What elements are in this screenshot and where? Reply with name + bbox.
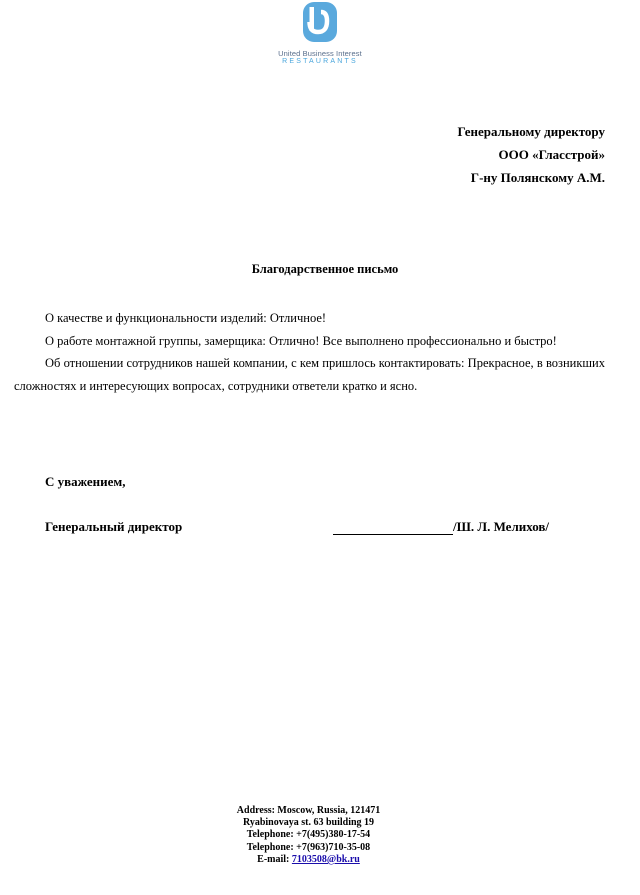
footer-email-row bbox=[0, 854, 617, 866]
addressee-name: Г-ну Полянскому А.М. bbox=[470, 170, 605, 185]
letter-body bbox=[14, 307, 605, 397]
footer-email-link[interactable]: 7103508@bk.ru bbox=[291, 853, 360, 865]
logo-company-name: United Business Interest bbox=[278, 49, 362, 58]
company-logo bbox=[0, 2, 640, 65]
signature-line bbox=[333, 521, 453, 535]
signature-block bbox=[333, 519, 549, 535]
logo-tagline: RESTAURANTS bbox=[282, 58, 358, 65]
addressee-block bbox=[457, 120, 605, 189]
letter-title: Благодарственное письмо bbox=[251, 262, 399, 276]
closing-text: С уважением, bbox=[45, 474, 126, 489]
ubi-logo-icon bbox=[299, 2, 341, 48]
signer-position: Генеральный директор bbox=[45, 519, 183, 534]
footer-phone-1: Telephone: +7(495)380-17-54 bbox=[246, 829, 371, 841]
signer-name: /Ш. Л. Мелихов/ bbox=[453, 519, 550, 534]
letter-paragraph: О работе монтажной группы, замерщика: Отлично! Все выполнено профессионально и быстро! bbox=[45, 333, 557, 348]
footer-phone-2: Telephone: +7(963)710-35-08 bbox=[246, 841, 371, 853]
addressee-position: Генеральному директору bbox=[457, 124, 605, 139]
footer-email-label: E-mail: bbox=[257, 853, 290, 865]
letter-paragraph: Об отношении сотрудников нашей компании, с кем пришлось контактировать: Прекрасное, в возникших сложностях и интересующих вопросах, сотрудники ответели кратко и ясно. bbox=[14, 356, 605, 393]
letter-paragraph: О качестве и функциональности изделий: Отличное! bbox=[45, 311, 327, 325]
addressee-company: ООО «Гласстрой» bbox=[498, 147, 605, 162]
footer-address: Address: Moscow, Russia, 121471 bbox=[236, 805, 381, 816]
footer-street: Ryabinovaya st. 63 building 19 bbox=[242, 817, 375, 829]
footer-contacts bbox=[0, 805, 617, 866]
